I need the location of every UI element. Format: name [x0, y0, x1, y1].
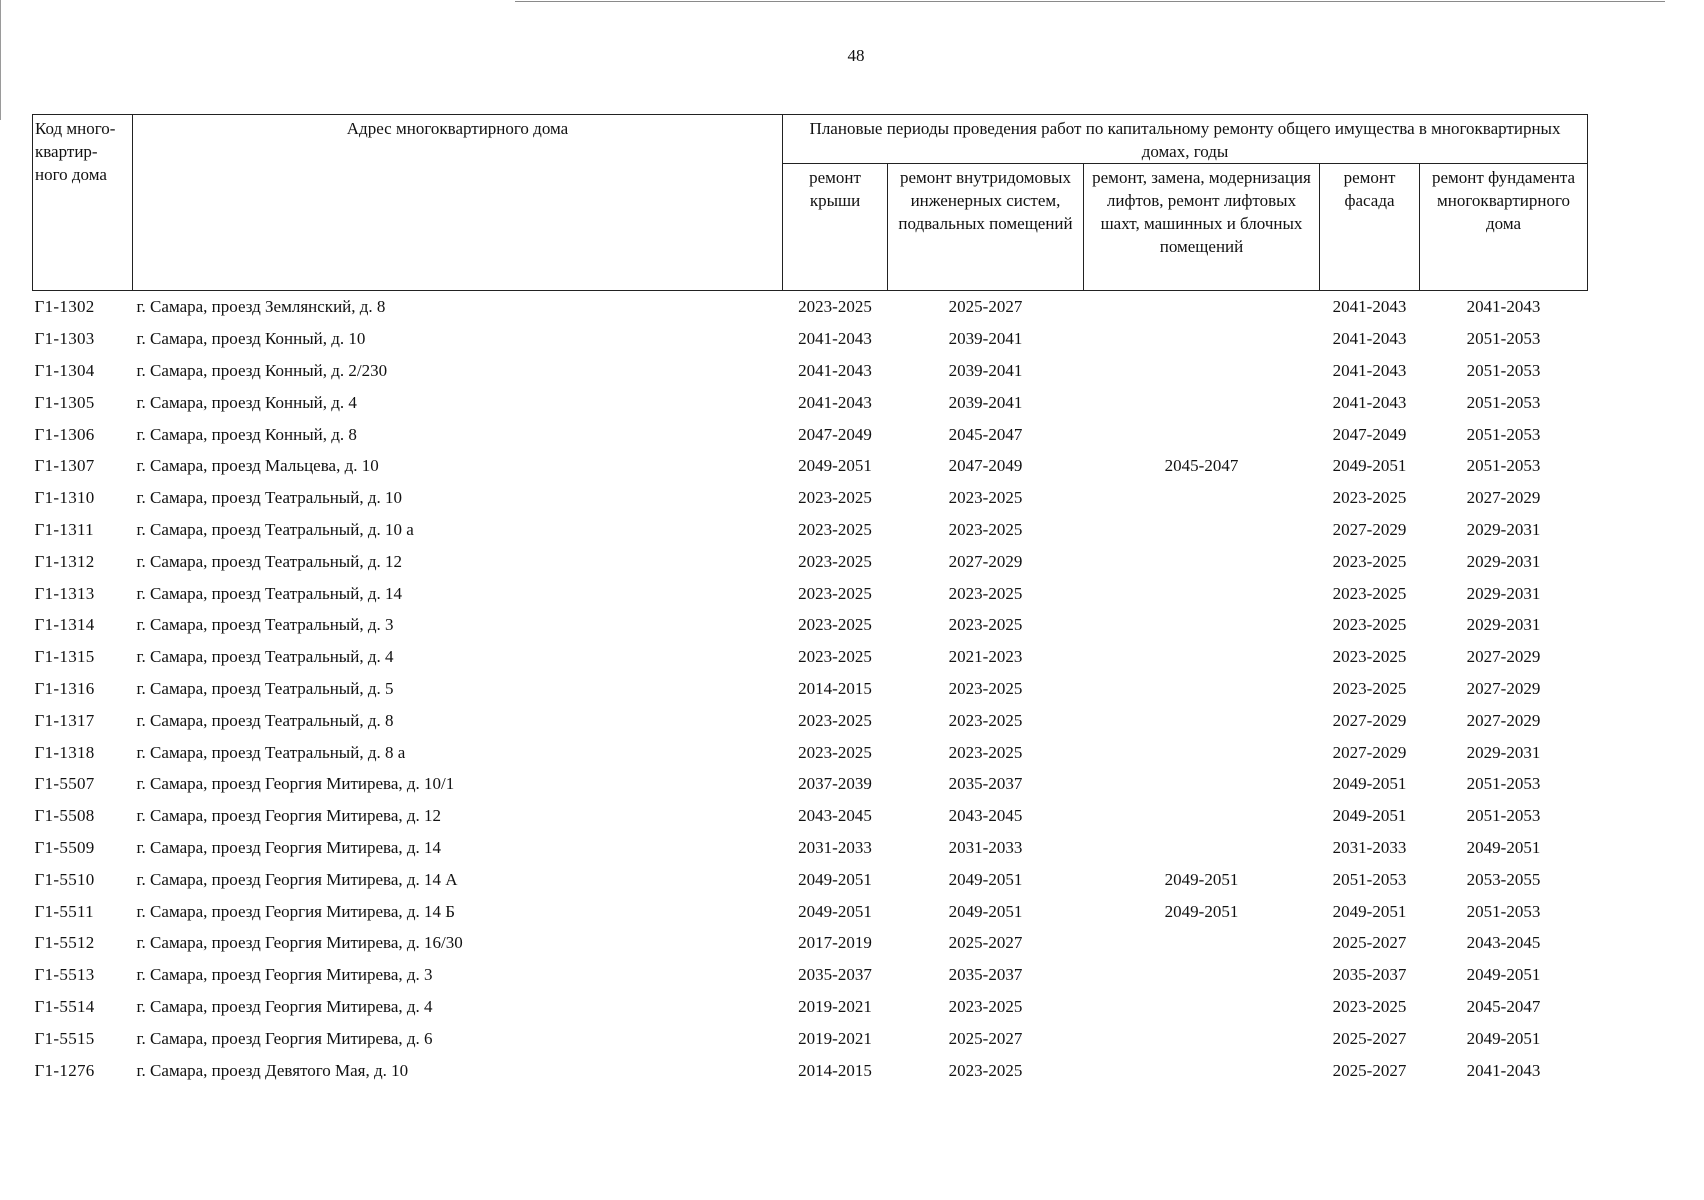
table-row — [33, 1022, 1588, 1054]
repair-schedule-table — [32, 114, 1588, 1086]
table-row — [33, 577, 1588, 609]
table-row — [33, 800, 1588, 832]
cell-roof: 2043-2045 — [798, 806, 872, 826]
cell-code: Г1-1307 — [34, 456, 95, 476]
cell-code: Г1-1314 — [34, 615, 95, 635]
cell-facade: 2041-2043 — [1332, 297, 1407, 317]
cell-code: Г1-1303 — [34, 329, 95, 349]
cell-engineering: 2049-2051 — [948, 869, 1023, 889]
cell-address: г. Самара, проезд Георгия Митирева, д. 16/30 — [136, 933, 463, 953]
cell-code: Г1-5515 — [34, 1028, 95, 1048]
table-row — [33, 832, 1588, 864]
cell-roof: 2041-2043 — [798, 360, 872, 380]
cell-lifts — [1084, 768, 1320, 800]
header-engineering: ремонт внутридомовых инженерных систем, подвальных помещений — [888, 164, 1084, 291]
cell-code: Г1-1306 — [34, 424, 95, 444]
cell-facade: 2035-2037 — [1332, 965, 1407, 985]
cell-address: г. Самара, проезд Георгия Митирева, д. 3 — [136, 965, 433, 985]
cell-code: Г1-1313 — [34, 583, 95, 603]
cell-facade: 2023-2025 — [1332, 678, 1407, 698]
cell-foundation: 2051-2053 — [1466, 774, 1541, 794]
repair-schedule-table-wrapper — [32, 114, 1587, 1086]
cell-address: г. Самара, проезд Театральный, д. 8 — [136, 710, 394, 730]
cell-facade: 2049-2051 — [1332, 901, 1407, 921]
table-row — [33, 418, 1588, 450]
cell-foundation: 2027-2029 — [1466, 710, 1541, 730]
table-row — [33, 991, 1588, 1023]
cell-engineering: 2023-2025 — [948, 742, 1023, 762]
cell-code: Г1-5508 — [34, 806, 95, 826]
cell-address: г. Самара, проезд Театральный, д. 3 — [136, 615, 394, 635]
cell-address: г. Самара, проезд Театральный, д. 8 а — [136, 742, 406, 762]
cell-address: г. Самара, проезд Георгия Митирева, д. 10/1 — [136, 774, 455, 794]
cell-engineering: 2027-2029 — [948, 551, 1023, 571]
cell-facade: 2023-2025 — [1332, 996, 1407, 1016]
cell-address: г. Самара, проезд Конный, д. 4 — [136, 392, 357, 412]
table-row — [33, 482, 1588, 514]
cell-lifts — [1084, 482, 1320, 514]
cell-engineering: 2045-2047 — [948, 424, 1023, 444]
cell-facade: 2023-2025 — [1332, 615, 1407, 635]
cell-engineering: 2023-2025 — [948, 488, 1023, 508]
cell-foundation: 2029-2031 — [1466, 583, 1541, 603]
table-row — [33, 355, 1588, 387]
cell-facade: 2047-2049 — [1332, 424, 1407, 444]
cell-engineering: 2023-2025 — [948, 710, 1023, 730]
cell-code: Г1-5510 — [34, 869, 95, 889]
cell-facade: 2049-2051 — [1332, 806, 1407, 826]
cell-address: г. Самара, проезд Георгия Митирева, д. 12 — [136, 806, 442, 826]
cell-facade: 2023-2025 — [1332, 647, 1407, 667]
cell-address: г. Самара, проезд Георгия Митирева, д. 14 Б — [136, 901, 456, 921]
cell-roof: 2023-2025 — [798, 519, 872, 539]
cell-roof: 2041-2043 — [798, 392, 872, 412]
table-header — [33, 115, 1588, 291]
cell-lifts — [1084, 577, 1320, 609]
cell-facade: 2025-2027 — [1332, 933, 1407, 953]
cell-foundation: 2051-2053 — [1466, 456, 1541, 476]
header-code: Код много-квартир-ного дома — [33, 115, 133, 291]
cell-roof: 2023-2025 — [798, 297, 872, 317]
cell-foundation: 2049-2051 — [1466, 965, 1541, 985]
cell-lifts: 2049-2051 — [1164, 901, 1239, 921]
cell-foundation: 2041-2043 — [1466, 297, 1541, 317]
cell-address: г. Самара, проезд Девятого Мая, д. 10 — [136, 1060, 409, 1080]
cell-lifts — [1084, 959, 1320, 991]
cell-lifts — [1084, 704, 1320, 736]
table-row — [33, 673, 1588, 705]
cell-code: Г1-1312 — [34, 551, 95, 571]
cell-roof: 2014-2015 — [798, 1060, 872, 1080]
cell-address: г. Самара, проезд Конный, д. 8 — [136, 424, 357, 444]
cell-engineering: 2035-2037 — [948, 774, 1023, 794]
cell-foundation: 2029-2031 — [1466, 519, 1541, 539]
cell-foundation: 2029-2031 — [1466, 551, 1541, 571]
cell-roof: 2035-2037 — [798, 965, 872, 985]
cell-foundation: 2027-2029 — [1466, 647, 1541, 667]
cell-engineering: 2023-2025 — [948, 996, 1023, 1016]
cell-foundation: 2029-2031 — [1466, 742, 1541, 762]
cell-address: г. Самара, проезд Театральный, д. 5 — [136, 678, 394, 698]
cell-address: г. Самара, проезд Театральный, д. 10 а — [136, 519, 414, 539]
cell-facade: 2049-2051 — [1332, 456, 1407, 476]
cell-foundation: 2049-2051 — [1466, 1028, 1541, 1048]
cell-engineering: 2023-2025 — [948, 1060, 1023, 1080]
header-lifts: ремонт, замена, модернизация лифтов, ремонт лифтовых шахт, машинных и блочных помещений — [1084, 164, 1320, 291]
table-row — [33, 545, 1588, 577]
cell-foundation: 2029-2031 — [1466, 615, 1541, 635]
cell-roof: 2019-2021 — [798, 1028, 872, 1048]
cell-roof: 2031-2033 — [798, 837, 872, 857]
cell-lifts: 2045-2047 — [1164, 456, 1239, 476]
header-roof: ремонт крыши — [783, 164, 888, 291]
header-planned-periods: Плановые периоды проведения работ по капитальному ремонту общего имущества в многоквартирных домах, годы — [783, 115, 1588, 164]
cell-facade: 2027-2029 — [1332, 742, 1407, 762]
cell-facade: 2041-2043 — [1332, 329, 1407, 349]
cell-lifts: 2049-2051 — [1164, 869, 1239, 889]
cell-engineering: 2039-2041 — [948, 392, 1023, 412]
cell-engineering: 2049-2051 — [948, 901, 1023, 921]
cell-foundation: 2053-2055 — [1466, 869, 1541, 889]
cell-roof: 2014-2015 — [798, 678, 872, 698]
cell-roof: 2049-2051 — [798, 901, 872, 921]
cell-roof: 2037-2039 — [798, 774, 872, 794]
cell-code: Г1-1311 — [34, 519, 94, 539]
cell-code: Г1-1310 — [34, 488, 95, 508]
cell-roof: 2047-2049 — [798, 424, 872, 444]
cell-facade: 2041-2043 — [1332, 360, 1407, 380]
cell-roof: 2023-2025 — [798, 615, 872, 635]
cell-code: Г1-1315 — [34, 647, 95, 667]
cell-engineering: 2025-2027 — [948, 297, 1023, 317]
cell-engineering: 2039-2041 — [948, 329, 1023, 349]
cell-engineering: 2021-2023 — [948, 647, 1023, 667]
cell-code: Г1-1317 — [34, 710, 95, 730]
cell-engineering: 2035-2037 — [948, 965, 1023, 985]
cell-code: Г1-5512 — [34, 933, 95, 953]
cell-facade: 2031-2033 — [1332, 837, 1407, 857]
cell-address: г. Самара, проезд Конный, д. 10 — [136, 329, 366, 349]
cell-roof: 2049-2051 — [798, 456, 872, 476]
cell-code: Г1-1276 — [34, 1060, 95, 1080]
cell-lifts — [1084, 386, 1320, 418]
cell-lifts — [1084, 641, 1320, 673]
cell-lifts — [1084, 291, 1320, 323]
cell-code: Г1-5509 — [34, 837, 95, 857]
cell-foundation: 2051-2053 — [1466, 901, 1541, 921]
cell-facade: 2027-2029 — [1332, 519, 1407, 539]
cell-facade: 2027-2029 — [1332, 710, 1407, 730]
cell-foundation: 2051-2053 — [1466, 424, 1541, 444]
cell-address: г. Самара, проезд Конный, д. 2/230 — [136, 360, 388, 380]
cell-address: г. Самара, проезд Театральный, д. 12 — [136, 551, 402, 571]
cell-lifts — [1084, 1054, 1320, 1086]
cell-engineering: 2025-2027 — [948, 933, 1023, 953]
cell-address: г. Самара, проезд Георгия Митирева, д. 14 А — [136, 869, 458, 889]
cell-roof: 2023-2025 — [798, 551, 872, 571]
cell-lifts — [1084, 609, 1320, 641]
table-row — [33, 1054, 1588, 1086]
cell-facade: 2025-2027 — [1332, 1028, 1407, 1048]
table-row — [33, 514, 1588, 546]
table-body — [33, 291, 1588, 1086]
cell-lifts — [1084, 323, 1320, 355]
cell-roof: 2023-2025 — [798, 647, 872, 667]
cell-address: г. Самара, проезд Землянский, д. 8 — [136, 297, 386, 317]
cell-lifts — [1084, 514, 1320, 546]
table-row — [33, 895, 1588, 927]
cell-foundation: 2041-2043 — [1466, 1060, 1541, 1080]
cell-foundation: 2051-2053 — [1466, 329, 1541, 349]
cell-roof: 2023-2025 — [798, 742, 872, 762]
cell-code: Г1-5511 — [34, 901, 94, 921]
cell-lifts — [1084, 832, 1320, 864]
cell-roof: 2023-2025 — [798, 710, 872, 730]
cell-address: г. Самара, проезд Георгия Митирева, д. 14 — [136, 837, 442, 857]
cell-facade: 2051-2053 — [1332, 869, 1407, 889]
cell-foundation: 2051-2053 — [1466, 806, 1541, 826]
cell-address: г. Самара, проезд Мальцева, д. 10 — [136, 456, 379, 476]
cell-facade: 2023-2025 — [1332, 488, 1407, 508]
cell-code: Г1-5507 — [34, 774, 95, 794]
cell-engineering: 2031-2033 — [948, 837, 1023, 857]
cell-engineering: 2043-2045 — [948, 806, 1023, 826]
cell-engineering: 2025-2027 — [948, 1028, 1023, 1048]
cell-engineering: 2047-2049 — [948, 456, 1023, 476]
cell-code: Г1-5514 — [34, 996, 95, 1016]
cell-address: г. Самара, проезд Георгия Митирева, д. 4 — [136, 996, 433, 1016]
table-row — [33, 863, 1588, 895]
cell-facade: 2023-2025 — [1332, 551, 1407, 571]
cell-code: Г1-1302 — [34, 297, 95, 317]
cell-engineering: 2023-2025 — [948, 583, 1023, 603]
cell-roof: 2017-2019 — [798, 933, 872, 953]
cell-foundation: 2027-2029 — [1466, 488, 1541, 508]
cell-roof: 2049-2051 — [798, 869, 872, 889]
cell-facade: 2041-2043 — [1332, 392, 1407, 412]
cell-engineering: 2023-2025 — [948, 678, 1023, 698]
header-foundation: ремонт фундамента многоквартирного дома — [1420, 164, 1588, 291]
cell-code: Г1-1316 — [34, 678, 95, 698]
cell-address: г. Самара, проезд Театральный, д. 10 — [136, 488, 402, 508]
cell-engineering: 2023-2025 — [948, 615, 1023, 635]
cell-facade: 2049-2051 — [1332, 774, 1407, 794]
cell-engineering: 2023-2025 — [948, 519, 1023, 539]
cell-engineering: 2039-2041 — [948, 360, 1023, 380]
cell-lifts — [1084, 355, 1320, 387]
table-row — [33, 704, 1588, 736]
header-address: Адрес многоквартирного дома — [133, 115, 783, 291]
cell-foundation: 2051-2053 — [1466, 360, 1541, 380]
cell-facade: 2023-2025 — [1332, 583, 1407, 603]
cell-address: г. Самара, проезд Театральный, д. 4 — [136, 647, 394, 667]
cell-foundation: 2049-2051 — [1466, 837, 1541, 857]
cell-code: Г1-1304 — [34, 360, 95, 380]
cell-lifts — [1084, 736, 1320, 768]
table-row — [33, 927, 1588, 959]
cell-code: Г1-1305 — [34, 392, 95, 412]
cell-address: г. Самара, проезд Театральный, д. 14 — [136, 583, 402, 603]
cell-foundation: 2045-2047 — [1466, 996, 1541, 1016]
cell-lifts — [1084, 673, 1320, 705]
cell-lifts — [1084, 1022, 1320, 1054]
table-row — [33, 450, 1588, 482]
cell-lifts — [1084, 927, 1320, 959]
header-row-primary — [33, 115, 1588, 164]
header-facade: ремонт фасада — [1320, 164, 1420, 291]
cell-code: Г1-1318 — [34, 742, 95, 762]
table-row — [33, 736, 1588, 768]
cell-facade: 2025-2027 — [1332, 1060, 1407, 1080]
cell-roof: 2041-2043 — [798, 329, 872, 349]
table-row — [33, 609, 1588, 641]
table-row — [33, 959, 1588, 991]
cell-lifts — [1084, 800, 1320, 832]
table-row — [33, 323, 1588, 355]
cell-code: Г1-5513 — [34, 965, 95, 985]
cell-roof: 2023-2025 — [798, 583, 872, 603]
scan-top-edge-line — [515, 1, 1665, 2]
page-number: 48 — [847, 46, 865, 65]
cell-lifts — [1084, 545, 1320, 577]
cell-foundation: 2027-2029 — [1466, 678, 1541, 698]
cell-foundation: 2051-2053 — [1466, 392, 1541, 412]
cell-roof: 2019-2021 — [798, 996, 872, 1016]
cell-lifts — [1084, 418, 1320, 450]
cell-lifts — [1084, 991, 1320, 1023]
table-row — [33, 768, 1588, 800]
cell-foundation: 2043-2045 — [1466, 933, 1541, 953]
cell-roof: 2023-2025 — [798, 488, 872, 508]
cell-address: г. Самара, проезд Георгия Митирева, д. 6 — [136, 1028, 433, 1048]
table-row — [33, 641, 1588, 673]
table-row — [33, 386, 1588, 418]
table-row — [33, 291, 1588, 323]
